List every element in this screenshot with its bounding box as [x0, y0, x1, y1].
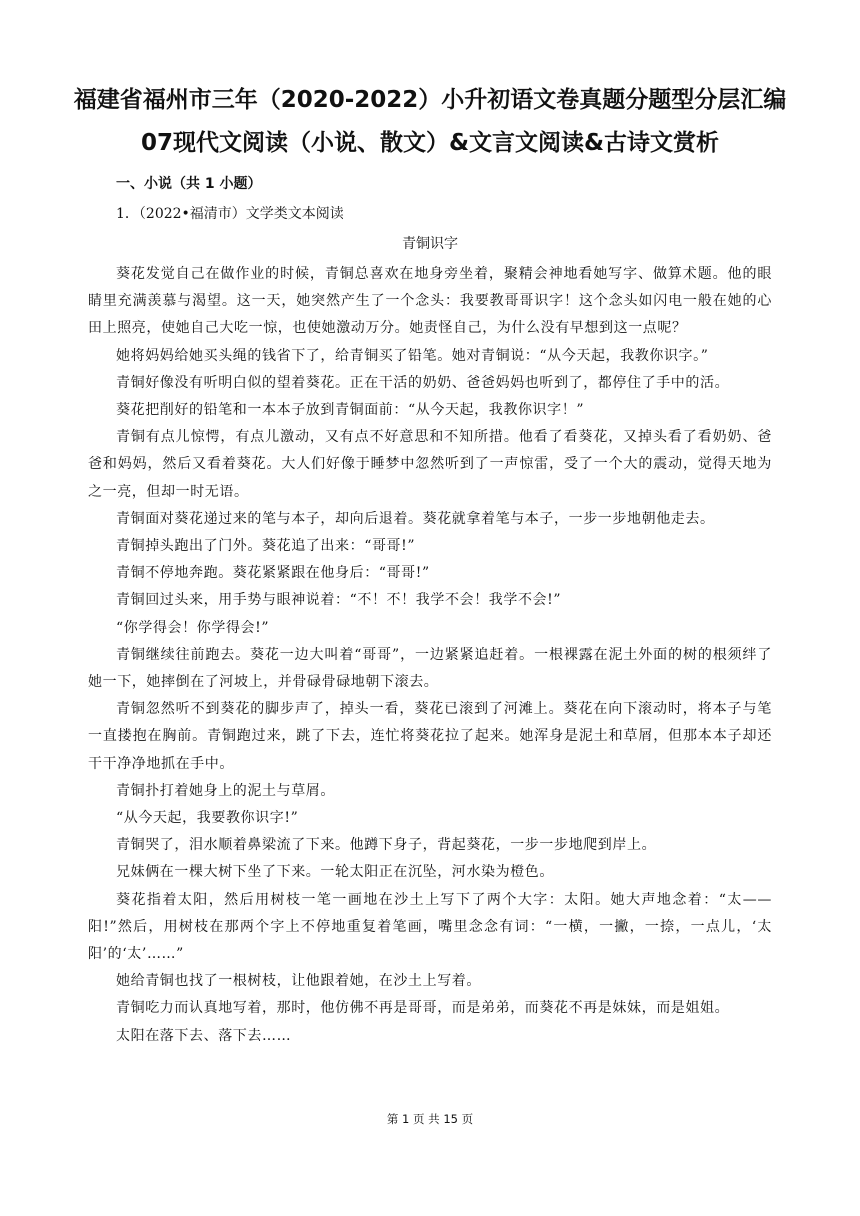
paragraph: 青铜忽然听不到葵花的脚步声了，掉头一看，葵花已滚到了河滩上。葵花在向下滚动时，将本子与笔一直搂抱在胸前。青铜跑过来，跳了下去，连忙将葵花拉了起来。她浑身是泥土和草屑，但那本本子却还干干净净地抓在手中。	[88, 701, 772, 772]
paragraph: 青铜回过头来，用手势与眼神说着：“不！不！我学不会！我学不会!”	[116, 592, 562, 609]
paragraph: 青铜哭了，泪水顺着鼻梁流了下来。他蹲下身子，背起葵花，一步一步地爬到岸上。	[116, 837, 657, 854]
paragraph: 青铜掉头跑出了门外。葵花追了出来：“哥哥!”	[116, 538, 416, 555]
paragraph: 青铜吃力而认真地写着，那时，他仿佛不再是哥哥，而是弟弟，而葵花不再是妹妹，而是姐姐。	[116, 1000, 730, 1017]
paragraph: 青铜有点儿惊愕，有点儿激动，又有点不好意思和不知所措。他看了看葵花，又掉头看了看奶奶、爸爸和妈妈，然后又看着葵花。大人们好像于睡梦中忽然听到了一声惊雷，受了一个大的震动，觉得天地为之一亮，但却一时无语。	[88, 429, 772, 500]
document-title-line1: 福建省福州市三年（2020-2022）小升初语文卷真题分题型分层汇编	[73, 87, 787, 113]
paragraph: 青铜继续往前跑去。葵花一边大叫着“哥哥”，一边紧紧追赶着。一根裸露在泥土外面的树的根须绊了她一下，她摔倒在了河坡上，并骨碌骨碌地朝下滚去。	[88, 646, 772, 691]
paragraph: “你学得会！你学得会!”	[116, 619, 270, 636]
paragraph: 青铜面对葵花递过来的笔与本子，却向后退着。葵花就拿着笔与本子，一步一步地朝他走去。	[116, 510, 715, 527]
paragraph: 葵花把削好的铅笔和一本本子放到青铜面前：“从今天起，我教你识字！”	[116, 402, 585, 419]
paragraph: 太阳在落下去、落下去……	[116, 1027, 292, 1044]
paragraph: 她将妈妈给她买头绳的钱省下了，给青铜买了铅笔。她对青铜说：“从今天起，我教你识字。”	[116, 347, 709, 364]
document-title-line2: 07现代文阅读（小说、散文）&文言文阅读&古诗文赏析	[140, 130, 720, 156]
question-label: 1．（2022•福清市）文学类文本阅读	[116, 206, 344, 222]
paragraph: “从今天起，我要教你识字!”	[116, 810, 299, 827]
paragraph: 兄妹俩在一棵大树下坐了下来。一轮太阳正在沉坠，河水染为橙色。	[116, 864, 554, 881]
passage-title: 青铜识字	[402, 236, 458, 252]
paragraph: 青铜不停地奔跑。葵花紧紧跟在他身后：“哥哥!”	[116, 565, 430, 582]
section-heading: 一、小说（共 1 小题）	[116, 176, 262, 192]
passage-body	[88, 261, 772, 1050]
page-footer: 第 1 页 共 15 页	[386, 1112, 474, 1126]
paragraph: 葵花发觉自己在做作业的时候，青铜总喜欢在地身旁坐着，聚精会神地看她写字、做算术题。他的眼睛里充满羡慕与渴望。这一天，她突然产生了一个念头：我要教哥哥识字！这个念头如闪电一般在她的心田上照亮，使她自己大吃一惊，也使她激动万分。她责怪自己，为什么没有早想到这一点呢？	[88, 266, 772, 337]
paragraph: 青铜扑打着她身上的泥土与草屑。	[116, 782, 335, 799]
paragraph: 她给青铜也找了一根树枝，让他跟着她，在沙土上写着。	[116, 973, 481, 990]
paragraph: 青铜好像没有听明白似的望着葵花。正在干活的奶奶、爸爸妈妈也听到了，都停住了手中的活。	[116, 374, 730, 391]
paragraph: 葵花指着太阳，然后用树枝一笔一画地在沙土上写下了两个大字：太阳。她大声地念着：“太——阳!”然后，用树枝在那两个字上不停地重复着笔画，嘴里念念有词：“一横，一撇，一捺，一点儿，‘太阳’的‘太’……”	[88, 891, 772, 963]
